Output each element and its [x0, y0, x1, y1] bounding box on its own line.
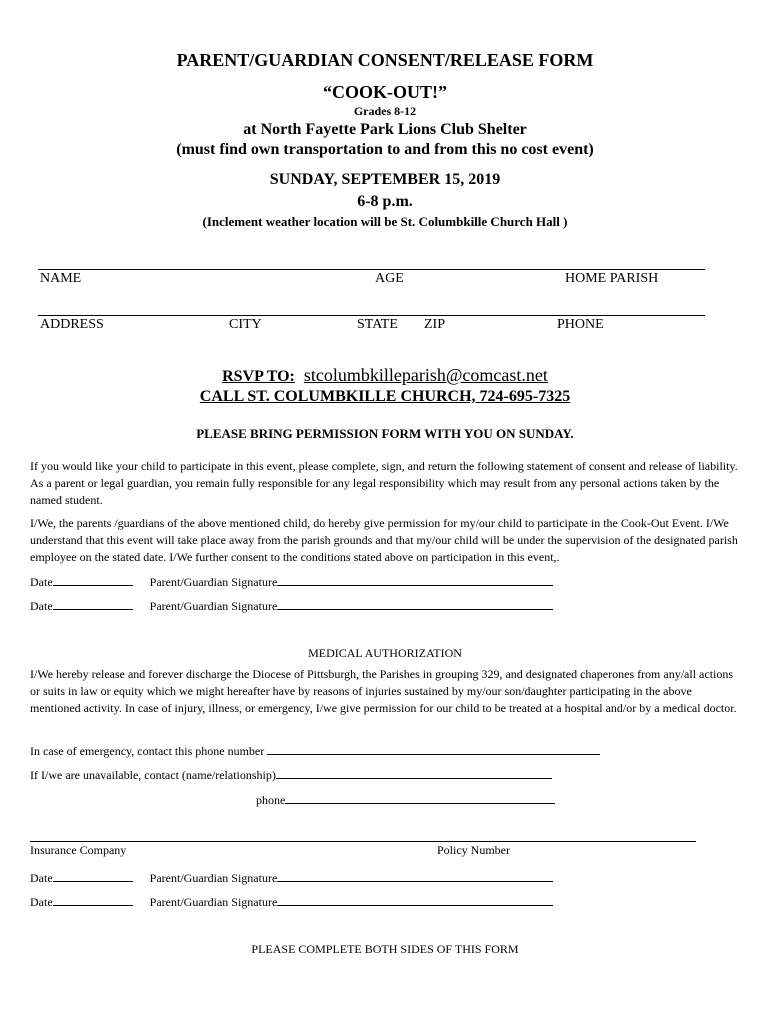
event-location: at North Fayette Park Lions Club Shelter: [243, 121, 527, 138]
home-parish-label: HOME PARISH: [565, 271, 659, 286]
signature-field[interactable]: [277, 870, 553, 882]
date-field[interactable]: [53, 574, 133, 586]
signature-field[interactable]: [277, 574, 553, 586]
date-label: Date: [30, 895, 53, 909]
event-time: 6-8 p.m.: [357, 193, 413, 210]
insurance-label: Insurance Company: [30, 843, 127, 857]
signature-field[interactable]: [277, 894, 553, 906]
date-field[interactable]: [53, 598, 133, 610]
alt-phone-field[interactable]: [285, 792, 555, 804]
date-field[interactable]: [53, 870, 133, 882]
signature-label: Parent/Guardian Signature: [149, 599, 278, 613]
rsvp-email[interactable]: stcolumbkilleparish@comcast.net: [303, 365, 548, 385]
date-label: Date: [30, 871, 53, 885]
alternate-contact-field[interactable]: [276, 767, 552, 779]
weather-note: (Inclement weather location will be St. Columbkille Church Hall ): [202, 214, 568, 229]
emergency-label: In case of emergency, contact this phone number: [30, 744, 265, 758]
bring-notice: PLEASE BRING PERMISSION FORM WITH YOU ON SUNDAY.: [196, 426, 574, 441]
address-label: ADDRESS: [40, 317, 104, 332]
signature-row-3: [30, 870, 553, 885]
state-label: STATE: [357, 317, 398, 332]
footer-note: PLEASE COMPLETE BOTH SIDES OF THIS FORM: [251, 942, 519, 956]
age-label: AGE: [375, 271, 404, 286]
insurance-line[interactable]: [30, 841, 696, 842]
name-age-parish-line[interactable]: [38, 269, 705, 270]
rsvp-label: RSVP TO:: [222, 368, 295, 385]
transport-note: (must find own transportation to and from this no cost event): [176, 141, 594, 158]
emergency-phone-field[interactable]: [267, 743, 600, 755]
signature-field[interactable]: [277, 598, 553, 610]
policy-label: Policy Number: [437, 843, 510, 857]
form-title: PARENT/GUARDIAN CONSENT/RELEASE FORM: [176, 50, 594, 70]
zip-label: ZIP: [424, 317, 445, 332]
unavailable-label: If I/we are unavailable, contact (name/relationship): [30, 768, 276, 782]
signature-row-2: [30, 598, 553, 613]
emergency-row: [30, 743, 600, 758]
permission-paragraph: I/We, the parents /guardians of the above mentioned child, do hereby give permission for my/our child to participate in the Cook-Out Event. I/We understand that this event will take place away from the parish grounds and that my/our child will be under the supervision of the designated parish employee on the stated date. I/We further consent to the conditions stated above on participation in this event,.: [30, 516, 738, 564]
medical-heading: MEDICAL AUTHORIZATION: [308, 646, 462, 660]
date-field[interactable]: [53, 894, 133, 906]
signature-row-1: [30, 574, 553, 589]
rsvp-line: [0, 365, 770, 386]
alt-phone-label: phone: [256, 793, 286, 807]
name-label: NAME: [40, 271, 82, 286]
city-label: CITY: [229, 317, 262, 332]
signature-label: Parent/Guardian Signature: [149, 895, 278, 909]
intro-paragraph: If you would like your child to participate in this event, please complete, sign, and return the following statement of consent and release of liability. As a parent or legal guardian, you remain fully responsible for any legal responsibility which may result from any personal actions taken by the named student.: [30, 459, 738, 507]
date-label: Date: [30, 599, 53, 613]
date-label: Date: [30, 575, 53, 589]
signature-label: Parent/Guardian Signature: [149, 575, 278, 589]
medical-paragraph: I/We hereby release and forever discharge the Diocese of Pittsburgh, the Parishes in grouping 329, and designated chaperones from any/all actions or suits in law or equity which we might hereafter have by reasons of injuries sustained by my/our son/daughter participating in the above mentioned activity. In case of injury, illness, or emergency, I/we give permission for our child to be treated at a hospital and/or by a medical doctor.: [30, 667, 737, 715]
event-name: “COOK-OUT!”: [323, 82, 447, 102]
phone-label: PHONE: [557, 317, 604, 332]
address-line[interactable]: [38, 315, 705, 316]
unavailable-row: [30, 767, 552, 782]
rsvp-call: CALL ST. COLUMBKILLE CHURCH, 724-695-7325: [199, 388, 571, 405]
signature-row-4: [30, 894, 553, 909]
alt-phone-row: [256, 792, 555, 807]
event-date: SUNDAY, SEPTEMBER 15, 2019: [269, 171, 501, 188]
grades-label: Grades 8-12: [353, 104, 417, 118]
signature-label: Parent/Guardian Signature: [149, 871, 278, 885]
